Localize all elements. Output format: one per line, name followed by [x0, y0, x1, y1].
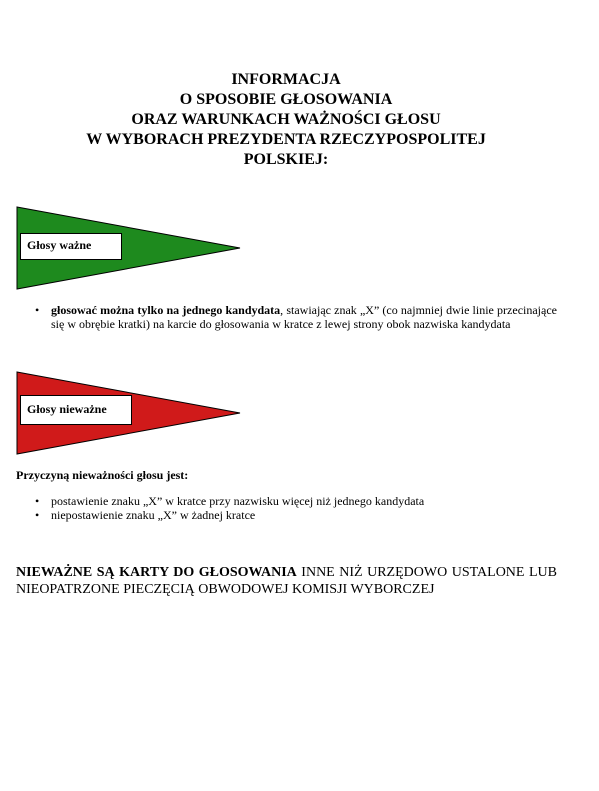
invalid-causes-list — [33, 494, 557, 522]
title-line: POLSKIEJ: — [243, 151, 329, 168]
page-title — [0, 70, 572, 170]
list-item: • niepostawienie znaku „X” w żadnej kratce — [33, 508, 557, 522]
title-line: O SPOSOBIE GŁOSOWANIA — [179, 91, 393, 108]
invalidity-cause-heading: Przyczyną nieważności głosu jest: — [16, 468, 189, 482]
valid-votes-label: Głosy ważne — [20, 233, 122, 260]
ballot-validity-notice — [16, 564, 557, 598]
valid-rule-bold: głosować można tylko na jednego kandydata — [51, 303, 281, 317]
list-item: • postawienie znaku „X” w kratce przy nazwisku więcej niż jednego kandydata — [33, 494, 557, 508]
title-line: INFORMACJA — [231, 71, 341, 88]
invalid-votes-label: Głosy nieważne — [20, 395, 132, 425]
valid-votes-pennant — [16, 206, 242, 290]
list-item — [33, 303, 557, 331]
title-line: ORAZ WARUNKACH WAŻNOŚCI GŁOSU — [131, 111, 441, 128]
notice-text: INNE NIŻ URZĘDOWO USTALONE LUB NIEOPATRZONE PIECZĘCIĄ OBWODOWEJ KOMISJI WYBORCZEJ — [16, 565, 557, 597]
valid-votes-list — [33, 303, 557, 331]
valid-rule-text: , stawiając znak „X” (co najmniej dwie linie przecinające się w obrębie kratki) na karcie do głosowania w kratce z lewej strony obok nazwiska kandydata — [51, 303, 557, 331]
notice-bold: NIEWAŻNE SĄ KARTY DO GŁOSOWANIA — [16, 565, 297, 580]
invalid-votes-pennant — [16, 371, 242, 455]
title-line: W WYBORACH PREZYDENTA RZECZYPOSPOLITEJ — [86, 131, 486, 148]
